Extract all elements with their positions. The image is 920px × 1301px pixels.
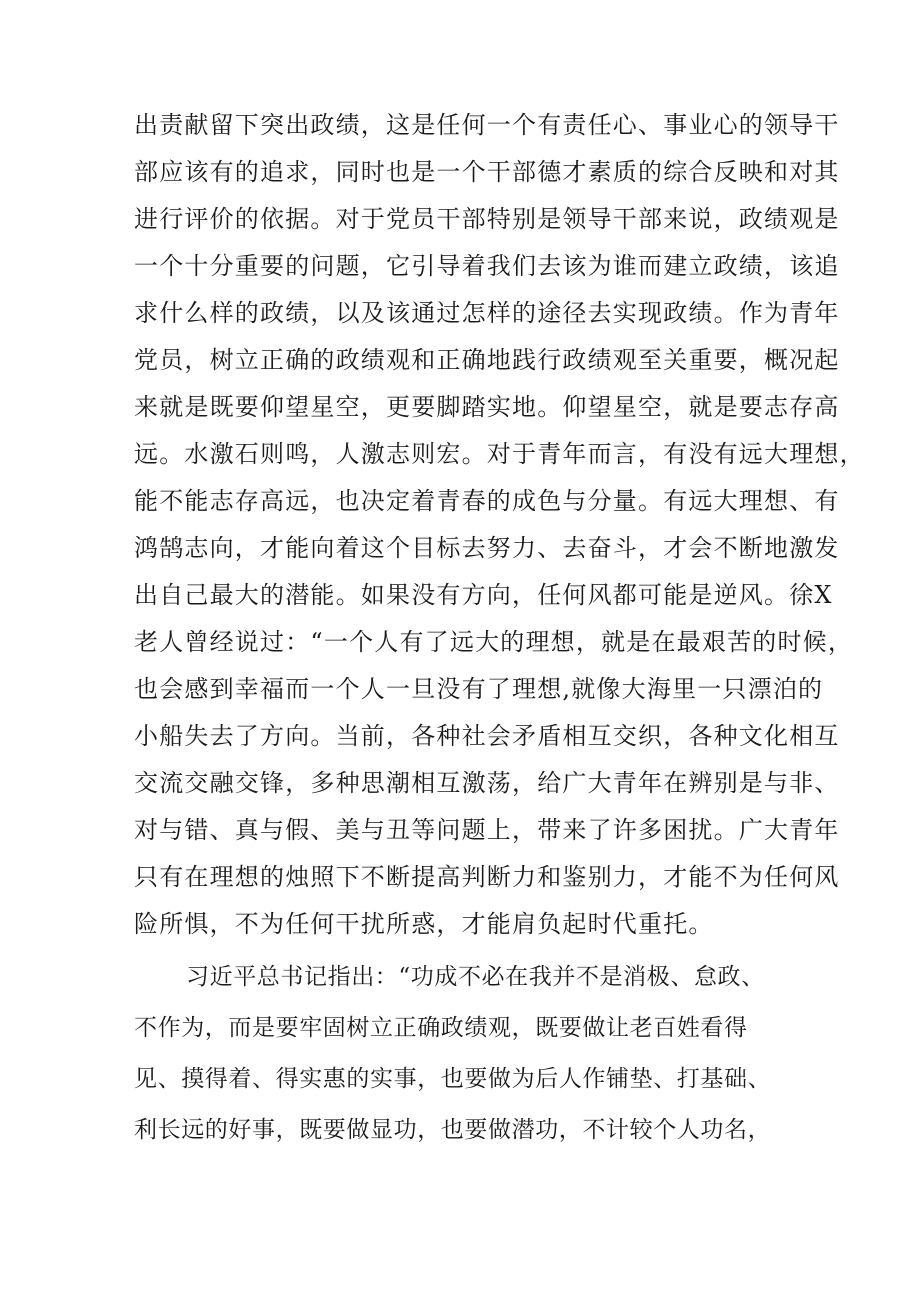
paragraph-1-line-13: 也会感到幸福而一个人一旦没有了理想,就像大海里一只漂泊的: [134, 675, 824, 703]
paragraph-1-line-15: 交流交融交锋，多种思潮相互激荡，给广大青年在辨别是与非、: [134, 769, 840, 797]
paragraph-2-line-4: 利长远的好事，既要做显功，也要做潜功，不计较个人功名，: [134, 1117, 772, 1143]
paragraph-1-line-14: 小船失去了方向。当前，各种社会矛盾相互交织，各种文化相互: [134, 722, 840, 750]
paragraph-1-line-5: 求什么样的政绩，以及该通过怎样的途径去实现政绩。作为青年: [134, 299, 840, 327]
paragraph-1-line-12: 老人曾经说过：“一个人有了远大的理想，就是在最艰苦的时候，: [134, 628, 854, 656]
paragraph-2-line-1: 习近平总书记指出：“功成不必在我并不是消极、怠政、: [186, 964, 765, 990]
paragraph-1-line-8: 远。水激石则鸣，人激志则宏。对于青年而言，有没有远大理想，: [134, 440, 865, 468]
paragraph-1-line-3: 进行评价的依据。对于党员干部特别是领导干部来说，政绩观是: [134, 205, 840, 233]
paragraph-2-line-3: 见、摸得着、得实惠的实事，也要做为后人作铺垫、打基础、: [134, 1066, 772, 1092]
paragraph-2-line-2: 不作为，而是要牢固树立正确政绩观，既要做让老百姓看得: [134, 1015, 748, 1041]
paragraph-1-line-2: 部应该有的追求，同时也是一个干部德才素质的综合反映和对其: [134, 158, 840, 186]
paragraph-1-line-4: 一个十分重要的问题，它引导着我们去该为谁而建立政绩，该追: [134, 252, 840, 280]
paragraph-1-line-11: 出自己最大的潜能。如果没有方向，任何风都可能是逆风。徐X: [134, 581, 833, 609]
paragraph-1-line-7: 来就是既要仰望星空，更要脚踏实地。仰望星空，就是要志存高: [134, 393, 840, 421]
paragraph-1-line-17: 只有在理想的烛照下不断提高判断力和鉴别力，才能不为任何风: [134, 863, 840, 891]
paragraph-1-line-6: 党员，树立正确的政绩观和正确地践行政绩观至关重要，概况起: [134, 346, 840, 374]
paragraph-1-line-10: 鸿鹄志向，才能向着这个目标去努力、去奋斗，才会不断地激发: [134, 534, 840, 562]
paragraph-1-line-1: 出责献留下突出政绩，这是任何一个有责任心、事业心的领导干: [134, 111, 840, 139]
paragraph-1-line-18: 险所惧，不为任何干扰所惑，才能肩负起时代重托。: [134, 910, 714, 938]
paragraph-1-line-9: 能不能志存高远，也决定着青春的成色与分量。有远大理想、有: [134, 487, 840, 515]
paragraph-1-line-16: 对与错、真与假、美与丑等问题上，带来了许多困扰。广大青年: [134, 816, 840, 844]
